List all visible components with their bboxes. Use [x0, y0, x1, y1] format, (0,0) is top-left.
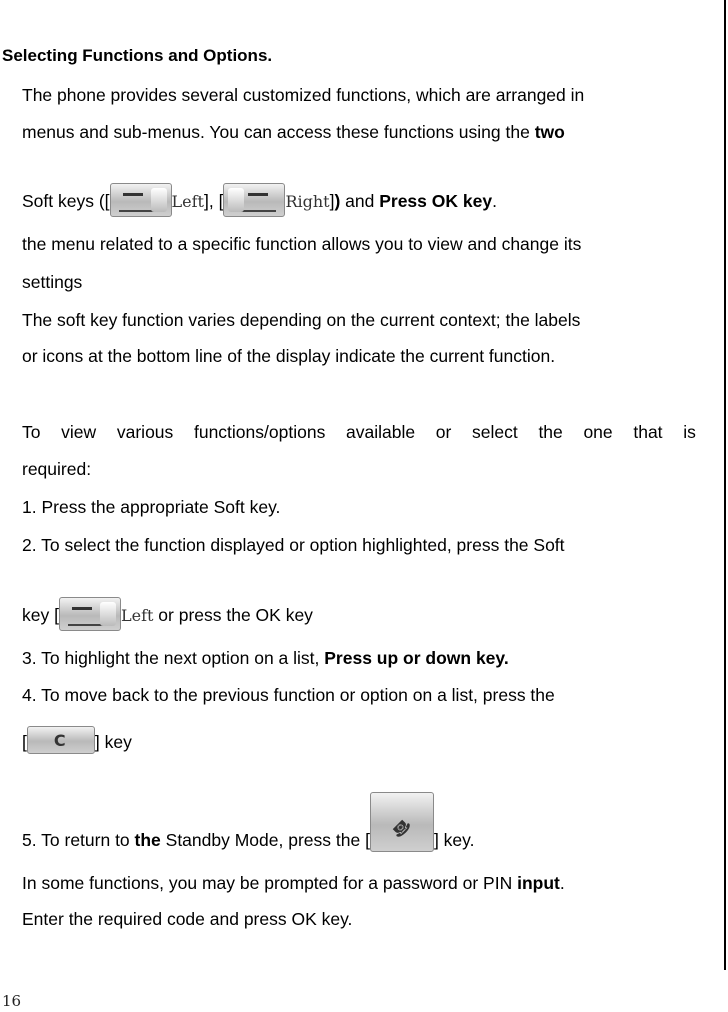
p2-line-2: settings — [22, 272, 83, 292]
intro-line-3: Soft keys ([ Left], [ Right]) and Press OK key. — [22, 183, 497, 217]
end-call-key-icon: ☎ — [370, 792, 434, 852]
emphasis-input: input — [517, 873, 560, 893]
left-key-label: Left — [171, 192, 204, 211]
page-number: 16 — [2, 992, 22, 1010]
p3-line-2: or icons at the bottom line of the display indicate the current function. — [22, 346, 556, 366]
intro-line-2: menus and sub-menus. You can access these functions using the two — [22, 122, 565, 142]
intro-line-1: The phone provides several customized functions, which are arranged in — [22, 85, 585, 105]
emphasis-two: two — [534, 122, 565, 142]
step-1: 1. Press the appropriate Soft key. — [22, 497, 281, 517]
right-key-label: Right — [285, 192, 330, 211]
step-2-line-2: key [ Left or press the OK key — [22, 597, 313, 631]
p5-line-2: Enter the required code and press OK key. — [22, 909, 353, 929]
right-soft-key-icon — [223, 183, 285, 217]
section-heading: Selecting Functions and Options. — [2, 46, 273, 65]
clear-key-icon: C — [27, 726, 95, 754]
step-4-line-1: 4. To move back to the previous function or option on a list, press the — [22, 685, 555, 705]
emphasis-press-ok: Press OK key — [379, 191, 493, 211]
step-2-line-1: 2. To select the function displayed or option highlighted, press the Soft — [22, 535, 565, 555]
p2-line-1: the menu related to a specific function allows you to view and change its — [22, 234, 582, 254]
p5-line-1: In some functions, you may be prompted for a password or PIN input. — [22, 873, 565, 893]
page-edge-rule — [724, 0, 726, 970]
left-key-label: Left — [120, 606, 154, 625]
emphasis-press-up-down: Press up or down key. — [324, 648, 509, 668]
p3-line-1: The soft key function varies depending on the current context; the labels — [22, 310, 581, 330]
left-soft-key-icon — [110, 183, 172, 217]
p4-line-2: required: — [22, 459, 92, 479]
p4-line-1: To view various functions/options available or select the one that is — [22, 422, 696, 442]
step-3: 3. To highlight the next option on a list, Press up or down key. — [22, 648, 509, 668]
step-5: 5. To return to the Standby Mode, press the [ ☎ ] key. — [22, 792, 474, 852]
step-4-line-2: [ C ] key — [22, 726, 132, 754]
left-soft-key-icon — [59, 597, 121, 631]
